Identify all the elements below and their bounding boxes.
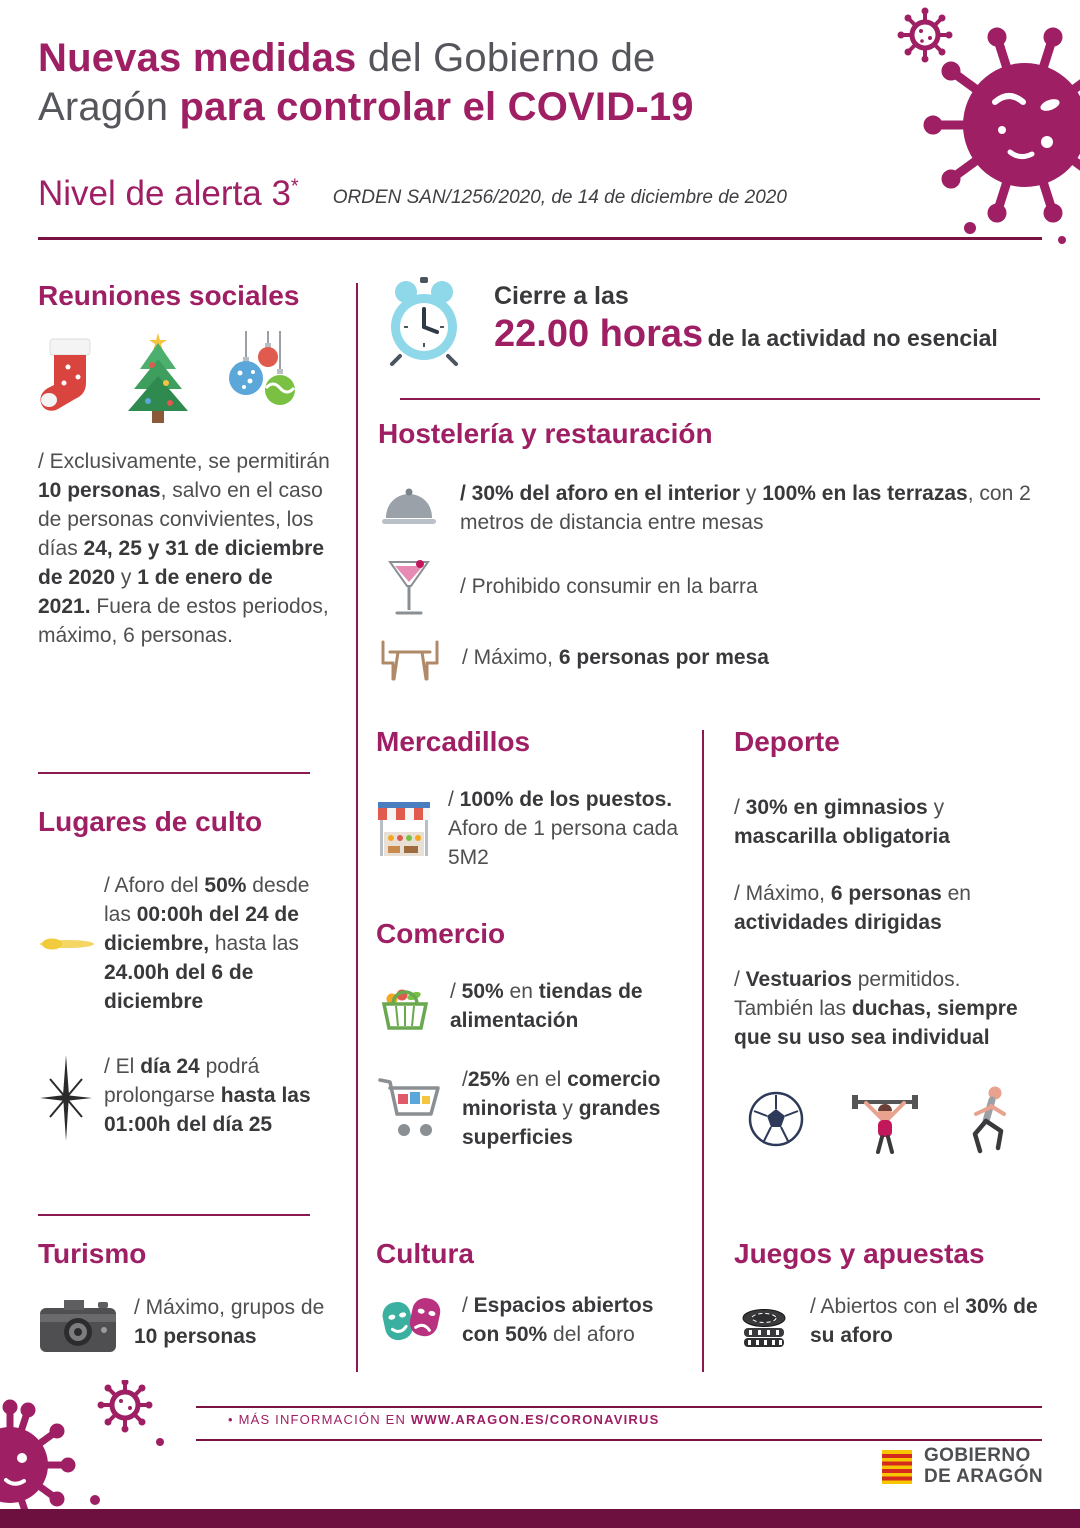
- section-turismo: [38, 1238, 348, 1354]
- section-comercio: [376, 918, 692, 1153]
- christmas-stocking-icon: [38, 331, 100, 426]
- alarm-clock-icon: [378, 276, 470, 368]
- gobierno-aragon-logo: [880, 1446, 1043, 1488]
- cocktail-icon: [387, 556, 431, 620]
- closing-section: [378, 276, 1040, 368]
- grocery-basket-icon: [376, 978, 434, 1036]
- virus-icon-small: [898, 8, 952, 62]
- footer-info-link[interactable]: • MÁS INFORMACIÓN EN WWW.ARAGON.ES/CORONAVIRUS: [228, 1412, 660, 1427]
- shopping-cart-icon: [376, 1074, 446, 1144]
- vertical-divider-left: [356, 283, 358, 1372]
- culto-item: [38, 872, 338, 1017]
- turismo-text: / Máximo, grupos de 10 personas: [134, 1296, 325, 1348]
- hosteleria-title: Hostelería y restauración: [378, 418, 713, 449]
- hosteleria-item: [378, 480, 1040, 538]
- section-reuniones-sociales: [38, 280, 330, 651]
- hosteleria-item: [378, 556, 1040, 620]
- culto-text-1: / Aforo del 50% desde las 00:00h del 24 de diciembre, hasta las 24.00h del 6 de diciembre: [104, 874, 310, 1013]
- logo-line2: DE ARAGÓN: [924, 1466, 1044, 1487]
- virus-icon-small: [98, 1380, 152, 1432]
- virus-dot: [964, 222, 976, 234]
- left-column-divider-2: [38, 1214, 310, 1216]
- mercadillos-title: Mercadillos: [376, 726, 531, 757]
- aragon-flag-icon: [880, 1446, 914, 1488]
- market-stall-icon: [376, 798, 432, 860]
- section-juegos-apuestas: [734, 1238, 1044, 1352]
- comercio-text-2: /25% en el comercio minorista y grandes superficies: [462, 1068, 661, 1149]
- weightlifter-icon: [850, 1084, 920, 1154]
- hosteleria-text-2: / Prohibido consumir en la barra: [460, 575, 758, 599]
- christmas-icons-row: [38, 328, 330, 426]
- bottom-color-bar: [0, 1509, 1080, 1528]
- section-hosteleria: [378, 418, 1040, 682]
- mercadillos-item: [376, 786, 678, 873]
- left-column-divider-1: [38, 772, 310, 774]
- closing-time: 22.00 horas: [494, 313, 704, 355]
- juegos-text: / Abiertos con el 30% de su aforo: [810, 1295, 1038, 1347]
- section-deporte: [734, 726, 1040, 1155]
- closing-section-divider: [400, 398, 1040, 400]
- comercio-item: [376, 1066, 692, 1153]
- cloche-icon: [380, 484, 438, 534]
- deporte-text-2: / Máximo, 6 personas en actividades dirigidas: [734, 881, 971, 934]
- virus-icon-cluster-top: [810, 0, 1080, 260]
- culto-item: [38, 1051, 338, 1143]
- theater-masks-icon: [376, 1292, 446, 1350]
- virus-dot: [1058, 236, 1066, 244]
- turismo-item: [38, 1292, 348, 1354]
- virus-icon-large: [924, 28, 1080, 222]
- juegos-item: [734, 1292, 1044, 1352]
- comercio-item: [376, 978, 692, 1036]
- footer-divider-bottom: [196, 1439, 1042, 1441]
- turismo-title: Turismo: [38, 1238, 147, 1269]
- deporte-text-1: / 30% en gimnasios y mascarilla obligatoria: [734, 796, 950, 848]
- cultura-text: / Espacios abiertos con 50% del aforo: [462, 1294, 654, 1346]
- hosteleria-text-1: / 30% del aforo en el interior y 100% en las terrazas, con 2 metros de distancia entre mesas: [460, 482, 1031, 534]
- page-title-line1: Nuevas medidas del Gobierno de: [38, 36, 656, 80]
- runner-icon: [964, 1083, 1019, 1155]
- page-title-line2: Aragón para controlar el COVID-19: [38, 84, 694, 129]
- baubles-icon: [216, 331, 298, 426]
- shooting-star-icon: [38, 929, 96, 959]
- alert-level: Nivel de alerta 3*: [38, 174, 299, 213]
- mercadillos-text: / 100% de los puestos. Aforo de 1 persona cada 5M2: [448, 788, 678, 869]
- vertical-divider-right: [702, 730, 704, 1372]
- hosteleria-text-3: / Máximo, 6 personas por mesa: [462, 646, 769, 670]
- footer-divider-top: [196, 1406, 1042, 1408]
- alert-asterisk: *: [290, 175, 299, 198]
- virus-icon-large: [0, 1400, 75, 1527]
- logo-text: [924, 1446, 1043, 1487]
- comercio-text-1: / 50% en tiendas de alimentación: [450, 980, 643, 1032]
- virus-dot: [90, 1495, 100, 1505]
- sparkle-star-icon: [38, 1051, 96, 1143]
- deporte-title: Deporte: [734, 726, 840, 757]
- poker-chips-icon: [734, 1292, 794, 1352]
- section-mercadillos: [376, 726, 678, 873]
- header: [38, 34, 868, 132]
- closing-heading: Cierre a las: [494, 282, 629, 310]
- culto-title: Lugares de culto: [38, 806, 263, 837]
- virus-dot: [156, 1438, 164, 1446]
- sports-icons-row: [734, 1083, 1040, 1155]
- logo-line1: GOBIERNO: [924, 1445, 1031, 1467]
- closing-detail: [494, 313, 998, 356]
- reuniones-text: / Exclusivamente, se permitirán 10 personas, salvo en el caso de personas convivientes, los días 24, 25 y 31 de diciembre de 2020 y 1 de enero de 2021. Fuera de estos periodos, máximo, 6 personas.: [38, 450, 330, 647]
- deporte-text-3: / Vestuarios permitidos. También las duchas, siempre que su uso sea individual: [734, 967, 1018, 1049]
- virus-icon-cluster-bottom: [0, 1380, 180, 1528]
- section-lugares-de-culto: [38, 806, 338, 1143]
- section-cultura: [376, 1238, 692, 1350]
- cultura-item: [376, 1292, 692, 1350]
- soccer-ball-icon: [746, 1089, 806, 1149]
- christmas-tree-icon: [118, 331, 198, 426]
- reuniones-title: Reuniones sociales: [38, 280, 300, 311]
- closing-rest: de la actividad no esencial: [707, 325, 998, 351]
- table-chairs-icon: [378, 636, 442, 682]
- camera-icon: [38, 1292, 118, 1354]
- juegos-title: Juegos y apuestas: [734, 1238, 985, 1269]
- hosteleria-item: [378, 636, 1040, 682]
- cultura-title: Cultura: [376, 1238, 474, 1269]
- comercio-title: Comercio: [376, 918, 506, 949]
- order-reference: ORDEN SAN/1256/2020, de 14 de diciembre de 2020: [332, 187, 787, 208]
- culto-text-2: / El día 24 podrá prolongarse hasta las 01:00h del día 25: [104, 1055, 311, 1137]
